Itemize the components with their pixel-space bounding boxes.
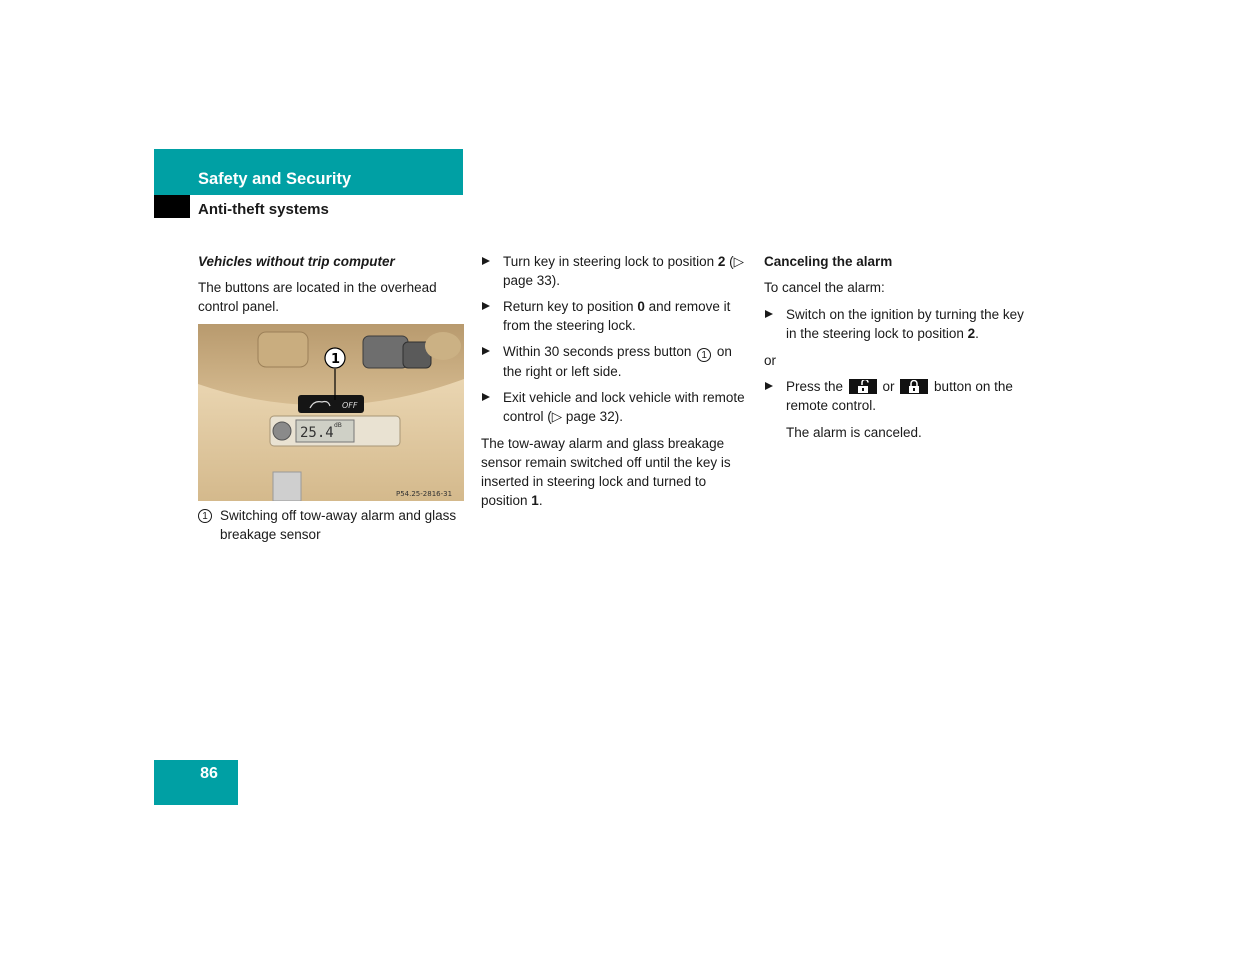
- caption-text: Switching off tow-away alarm and glass breakage sensor: [220, 508, 457, 542]
- bullet-arrow-icon: [765, 310, 773, 318]
- lock-icon: [900, 379, 928, 394]
- column-2: [481, 252, 745, 510]
- step-item: Within 30 seconds press button 1 on the right or left side.: [481, 342, 745, 381]
- column1-intro: The buttons are located in the overhead control panel.: [198, 280, 437, 314]
- bullet-arrow-icon: [482, 393, 490, 401]
- subsection-marker: [154, 195, 190, 218]
- column-1: [198, 252, 464, 544]
- figure-caption: [198, 506, 464, 544]
- column3-intro: To cancel the alarm:: [764, 280, 885, 295]
- figure-callout-number: 1: [331, 352, 341, 367]
- unlock-icon: [849, 379, 877, 394]
- display-value: 25.4: [300, 425, 334, 441]
- page-number: 86: [200, 765, 218, 782]
- bullet-arrow-icon: [482, 347, 490, 355]
- or-label: or: [764, 353, 777, 368]
- figure-image-code: P54.25-2816-31: [396, 490, 453, 498]
- step-item: Return key to position 0 and remove it from the steering lock.: [481, 297, 745, 335]
- column-3: [764, 252, 1028, 442]
- caption-number: 1: [198, 509, 212, 523]
- section-title: Safety and Security: [198, 170, 352, 188]
- result-text: The alarm is canceled.: [786, 425, 922, 440]
- subsection-title: Anti-theft systems: [198, 201, 329, 218]
- button-number-marker: 1: [697, 348, 711, 362]
- overhead-control-panel-image: [198, 324, 464, 501]
- column1-heading: Vehicles without trip computer: [198, 254, 395, 269]
- display-unit: dB: [334, 422, 342, 429]
- step-item: Exit vehicle and lock vehicle with remote control (▷ page 32).: [481, 388, 745, 426]
- bullet-arrow-icon: [482, 302, 490, 310]
- step-item: Switch on the ignition by turning the key in the steering lock to position 2.: [764, 305, 1028, 343]
- step-item: Turn key in steering lock to position 2 (▷ page 33).: [481, 252, 745, 290]
- alarm-note: The tow-away alarm and glass breakage sensor remain switched off until the key is inserted in steering lock and turned to position 1.: [481, 436, 731, 508]
- bullet-arrow-icon: [482, 257, 490, 265]
- column3-heading: Canceling the alarm: [764, 254, 893, 269]
- step-item: Press the or button on the remote control.: [764, 377, 1028, 415]
- bullet-arrow-icon: [765, 382, 773, 390]
- off-button-label: OFF: [342, 401, 358, 410]
